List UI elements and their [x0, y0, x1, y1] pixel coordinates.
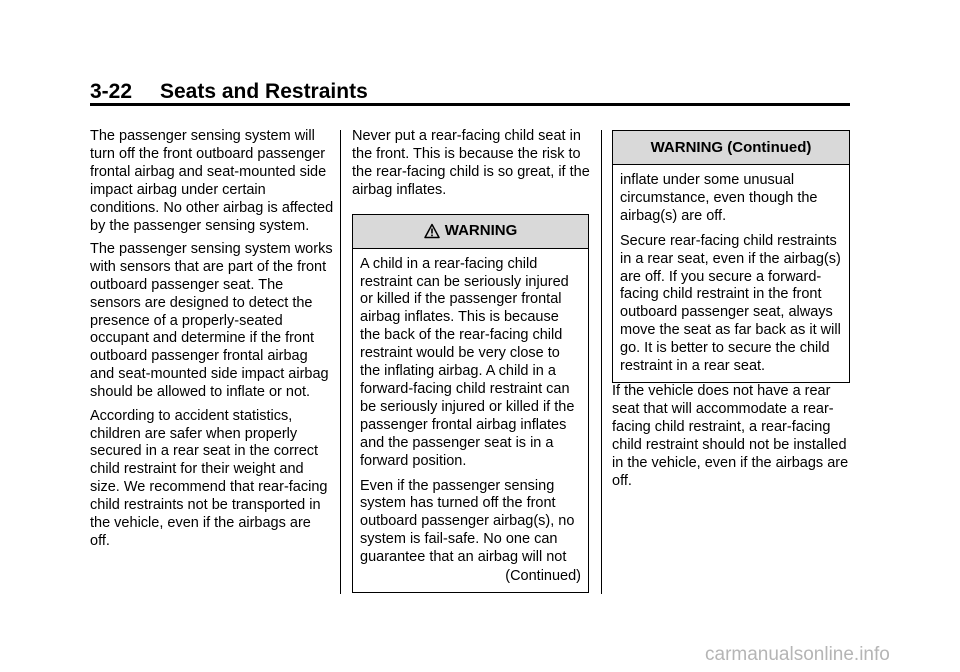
paragraph: If the vehicle does not have a rear seat that will accommodate a rear-facing child restraint, a rear-facing child restraint should not be installed in the vehicle, even if the airbags are off.: [612, 382, 849, 489]
column-1: [90, 128, 334, 551]
column-2: [352, 128, 592, 593]
paragraph: The passenger sensing system works with sensors that are part of the front outboard passenger seat. The sensors are designed to detect the presence of a properly-seated occupant and determine if the front outboard passenger frontal airbag and seat-mounted side impact airbag should be allowed to inflate or not.: [90, 240, 333, 401]
paragraph: According to accident statistics, children are safer when properly secured in a rear seat in the correct child restraint for their weight and size. We recommend that rear-facing child restraints not be transported in the vehicle, even if the airbags are off.: [90, 407, 328, 549]
warning-box: [352, 214, 589, 593]
column-3: [612, 130, 852, 490]
warning-body: [353, 249, 588, 592]
column-divider: [340, 130, 341, 594]
warning-triangle-icon: [424, 223, 440, 239]
warning-box-continued: [612, 130, 850, 383]
section-title: Seats and Restraints: [160, 80, 368, 103]
column-divider: [601, 130, 602, 594]
warning-paragraph: inflate under some unusual circumstance, even though the airbag(s) are off.: [620, 172, 818, 224]
warning-paragraph: A child in a rear-facing child restraint can be seriously injured or killed if the passenger frontal airbag inflates. This is because the back of the rear-facing child restraint would be very close to the inflating airbag. A child in a forward-facing child restraint can be seriously injured or killed if the passenger frontal airbag inflates and the passenger seat is in a forward position.: [360, 255, 575, 469]
warning-header: [353, 215, 588, 249]
warning-paragraph: Secure rear-facing child restraints in a rear seat, even if the airbag(s) are off. If you secure a forward-facing child restraint in the front outboard passenger seat, always move the seat as far back as it will go. It is better to secure the child restraint in a rear seat.: [620, 232, 841, 375]
watermark: carmanualsonline.info: [705, 644, 890, 665]
warning-title: WARNING (Continued): [650, 138, 812, 156]
warning-title: WARNING: [444, 222, 518, 240]
warning-body: [613, 165, 849, 382]
paragraph: Never put a rear-facing child seat in the front. This is because the risk to the rear-facing child is so great, if the airbag inflates.: [352, 128, 590, 198]
warning-paragraph: Even if the passenger sensing system has turned off the front outboard passenger airbag(s), no system is fail-safe. No one can guarantee that an airbag will not: [360, 477, 575, 566]
paragraph: The passenger sensing system will turn off the front outboard passenger frontal airbag and seat-mounted side impact airbag under certain conditions. No other airbag is affected by the passenger sensing system.: [90, 128, 334, 234]
page-header: [90, 80, 368, 104]
warning-header: [613, 131, 849, 165]
header-rule: [90, 103, 850, 106]
continued-label: (Continued): [505, 568, 581, 585]
page-number: 3-22: [90, 80, 133, 103]
